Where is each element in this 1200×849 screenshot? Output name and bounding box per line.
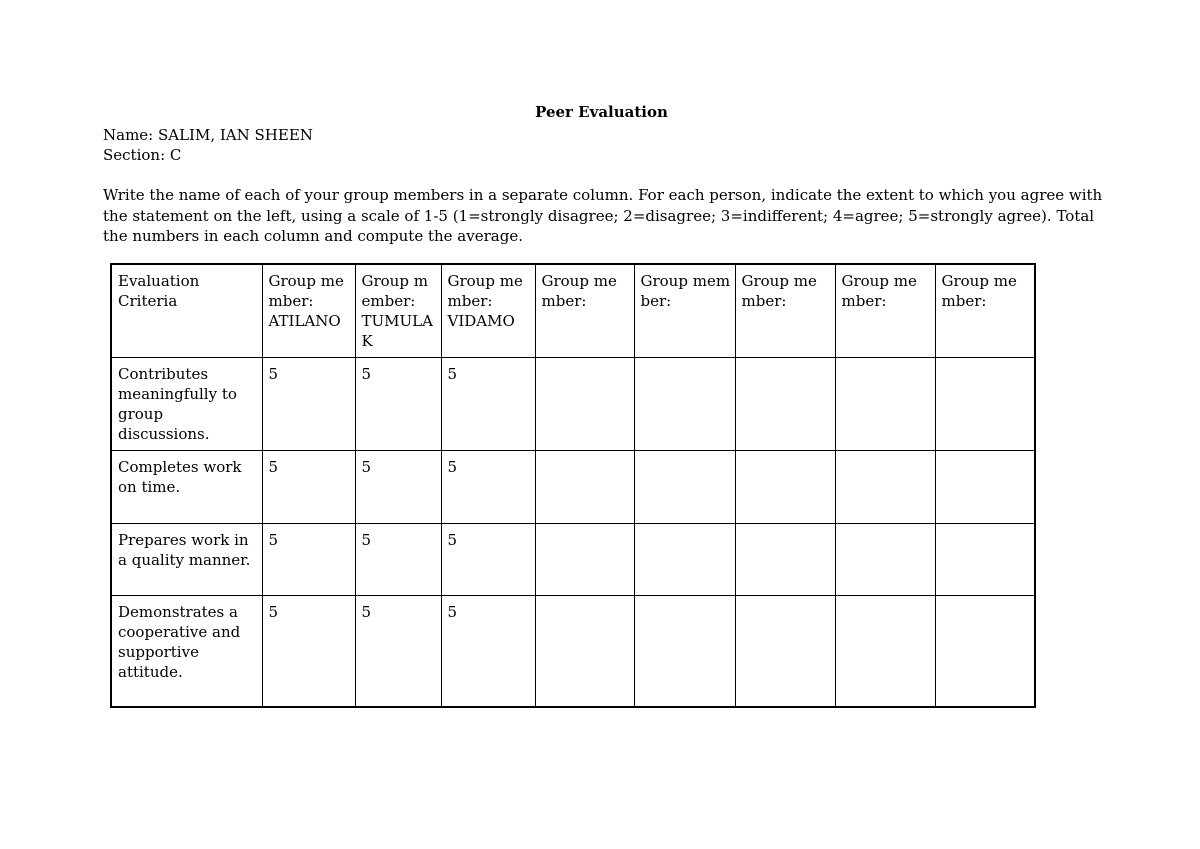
score-cell	[735, 357, 835, 450]
score-cell	[935, 523, 1035, 595]
member-header-label: Group member:	[640, 272, 731, 310]
member-header-4	[535, 264, 634, 357]
score-cell: 5	[441, 595, 535, 707]
score-cell: 5	[262, 595, 355, 707]
page-title: Peer Evaluation	[535, 103, 668, 121]
table-row	[111, 357, 1035, 450]
score-cell: 5	[355, 357, 441, 450]
member-header-5	[634, 264, 735, 357]
score-cell: 5	[355, 523, 441, 595]
instructions-paragraph: Write the name of each of your group members in a separate column. For each person, indicate the extent to which you agree with the statement on the left, using a scale of 1-5 (1=strongly disagree; 2=disagree; 3=indifferent; 4=agree; 5=strongly agree). Total the numbers in each column and compute the average.	[103, 186, 1103, 245]
name-line: Name: SALIM, IAN SHEEN	[103, 126, 313, 144]
member-name: VIDAMO	[447, 312, 515, 330]
score-cell	[835, 595, 935, 707]
score-cell: 5	[355, 595, 441, 707]
member-header-label: Group member:	[268, 272, 344, 310]
member-header-2	[355, 264, 441, 357]
score-cell	[935, 450, 1035, 523]
score-cell: 5	[441, 357, 535, 450]
score-cell	[835, 450, 935, 523]
score-cell: 5	[441, 523, 535, 595]
member-header-3	[441, 264, 535, 357]
table-row	[111, 523, 1035, 595]
score-cell: 5	[355, 450, 441, 523]
score-cell	[535, 450, 634, 523]
score-cell	[935, 595, 1035, 707]
score-cell: 5	[262, 450, 355, 523]
table-row	[111, 450, 1035, 523]
score-cell	[535, 595, 634, 707]
score-cell	[735, 450, 835, 523]
criteria-header: Evaluation Criteria	[111, 264, 262, 357]
score-cell: 5	[262, 357, 355, 450]
member-name: TUMULAK	[361, 312, 433, 350]
score-cell	[634, 357, 735, 450]
member-header-label: Group member:	[447, 272, 523, 310]
document-page	[103, 102, 1103, 247]
member-name: ATILANO	[268, 312, 341, 330]
evaluation-table	[110, 263, 1036, 708]
score-cell	[735, 523, 835, 595]
score-cell	[835, 523, 935, 595]
table-row	[111, 595, 1035, 707]
member-header-label: Group member:	[541, 272, 617, 310]
member-header-label: Group member:	[841, 272, 917, 310]
header-row	[111, 264, 1035, 357]
member-header-7	[835, 264, 935, 357]
score-cell	[835, 357, 935, 450]
member-header-6	[735, 264, 835, 357]
member-header-label: Group member:	[741, 272, 817, 310]
score-cell: 5	[441, 450, 535, 523]
score-cell	[535, 357, 634, 450]
criterion-cell: Demonstrates a cooperative and supportive attitude.	[111, 595, 262, 707]
score-cell	[735, 595, 835, 707]
score-cell: 5	[262, 523, 355, 595]
member-header-label: Group member:	[941, 272, 1017, 310]
criterion-cell: Prepares work in a quality manner.	[111, 523, 262, 595]
score-cell	[935, 357, 1035, 450]
criterion-cell: Completes work on time.	[111, 450, 262, 523]
section-line: Section: C	[103, 146, 182, 164]
criterion-cell: Contributes meaningfully to group discussions.	[111, 357, 262, 450]
member-header-label: Group member:	[361, 272, 428, 310]
score-cell	[634, 523, 735, 595]
score-cell	[634, 595, 735, 707]
member-header-8	[935, 264, 1035, 357]
member-header-1	[262, 264, 355, 357]
score-cell	[535, 523, 634, 595]
score-cell	[634, 450, 735, 523]
